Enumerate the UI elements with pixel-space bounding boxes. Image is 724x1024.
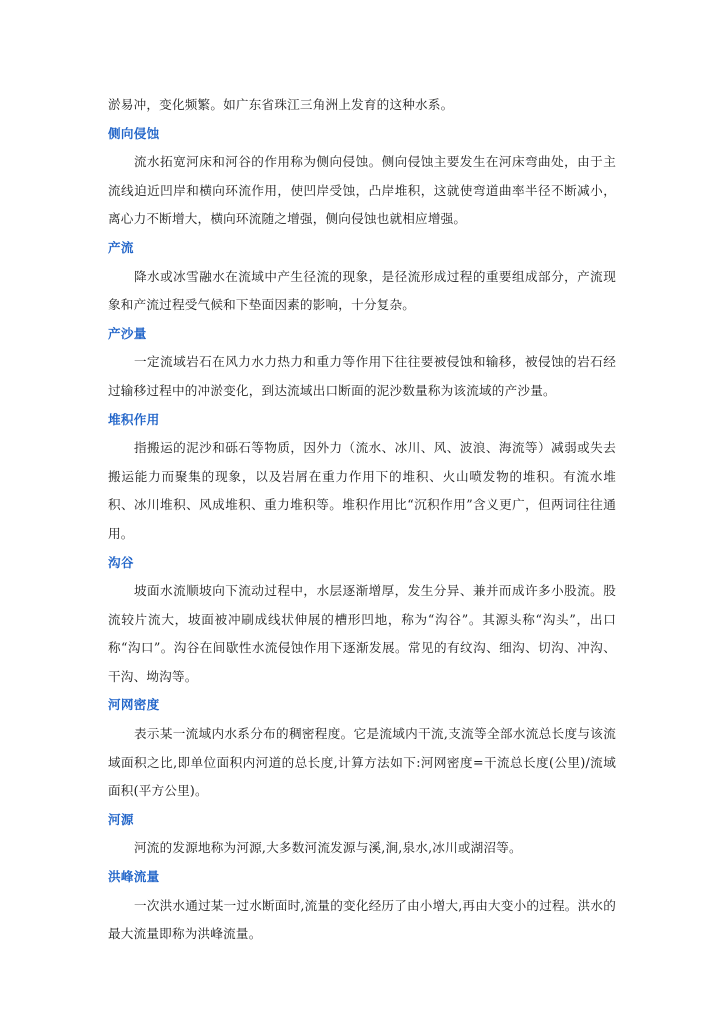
term-definition: 指搬运的泥沙和砾石等物质，因外力（流水、冰川、风、波浪、海流等）减弱或失去搬运能力而聚集的现象，以及岩屑在重力作用下的堆积、火山喷发物的堆积。有流水堆积、冰川堆积、风成堆积、重力堆积等。堆积作用比“沉积作用”含义更广，但两词往往通用。 (108, 440, 616, 541)
term-definition: 流水拓宽河床和河谷的作用称为侧向侵蚀。侧向侵蚀主要发生在河床弯曲处，由于主流线迫近凹岸和横向环流作用，使凹岸受蚀，凸岸堆积，这就使弯道曲率半径不断减小，离心力不断增大，横向环流随之增强，侧向侵蚀也就相应增强。 (108, 154, 616, 227)
term-heading: 洪峰流量 (108, 869, 160, 885)
entry-sediment-yield (108, 320, 616, 406)
entry-peak-discharge (108, 863, 616, 949)
entry-river-source (108, 806, 616, 863)
term-heading: 产沙量 (108, 325, 147, 341)
term-heading: 沟谷 (108, 554, 134, 570)
term-heading: 产流 (108, 239, 134, 255)
term-heading: 侧向侵蚀 (108, 125, 160, 141)
term-definition: 一定流域岩石在风力水力热力和重力等作用下往往要被侵蚀和输移，被侵蚀的岩石经过输移过程中的冲淤变化，到达流域出口断面的泥沙数量称为该流域的产沙量。 (108, 354, 616, 398)
term-heading: 河源 (108, 811, 134, 827)
entry-lateral-erosion (108, 120, 616, 234)
document-page (108, 91, 616, 949)
term-definition: 一次洪水通过某一过水断面时,流量的变化经历了由小增大,再由大变小的过程。洪水的最大流量即称为洪峰流量。 (108, 897, 616, 942)
intro-paragraph: 淤易冲，变化频繁。如广东省珠江三角洲上发育的这种水系。 (108, 97, 454, 112)
entry-gully (108, 549, 616, 692)
term-definition: 表示某一流域内水系分布的稠密程度。它是流域内干流,支流等全部水流总长度与该流域面积之比,即单位面积内河道的总长度,计算方法如下:河网密度=干流总长度(公里)/流域面积(平方公里)。 (108, 726, 616, 799)
entry-accumulation (108, 406, 616, 549)
term-heading: 河网密度 (108, 697, 160, 713)
term-heading: 堆积作用 (108, 411, 160, 427)
entry-drainage-density (108, 691, 616, 805)
term-definition: 降水或冰雪融水在流域中产生径流的现象，是径流形成过程的重要组成部分，产流现象和产流过程受气候和下垫面因素的影响，十分复杂。 (108, 268, 616, 313)
entry-runoff-generation (108, 234, 616, 320)
term-definition: 河流的发源地称为河源,大多数河流发源与溪,涧,泉水,冰川或湖沼等。 (134, 840, 522, 856)
term-definition: 坡面水流顺坡向下流动过程中，水层逐渐增厚，发生分异、兼并而成许多小股流。股流较片流大，坡面被冲刷成线状伸展的槽形凹地，称为“沟谷”。其源头称“沟头”，出口称“沟口”。沟谷在间歇性水流侵蚀作用下逐渐发展。常见的有纹沟、细沟、切沟、冲沟、干沟、坳沟等。 (108, 583, 616, 684)
